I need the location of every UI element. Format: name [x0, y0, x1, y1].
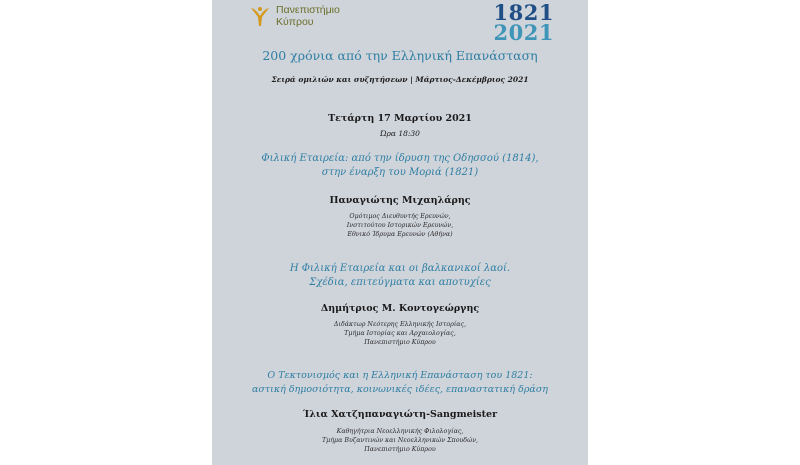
talk-2-affiliation: [212, 320, 588, 347]
talk-3-aff-line1: Καθηγήτρια Νεοελληνικής Φιλολογίας,: [336, 428, 464, 435]
university-logo: [250, 4, 340, 28]
talk-2-title-line2: Σχέδια, επιτεύγματα και αποτυχίες: [309, 277, 491, 288]
talk-3-aff-line2: Τμήμα Βυζαντινών και Νεοελληνικών Σπουδών,: [321, 437, 479, 444]
university-name: [276, 4, 340, 28]
event-date: Τετάρτη 17 Μαρτίου 2021: [328, 113, 472, 124]
talk-2-aff-line2: Τμήμα Ιστορίας και Αρχαιολογίας,: [344, 330, 456, 337]
talk-1-title: [212, 152, 588, 180]
talk-2-aff-line1: Διδάκτωρ Νεότερης Ελληνικής Ιστορίας,: [333, 321, 467, 328]
talk-1-affiliation: [212, 212, 588, 239]
talk-3-affiliation: [212, 427, 588, 454]
talk-1-aff-line1: Ομότιμος Διευθυντής Ερευνών,: [349, 213, 451, 220]
talk-3-title-line1: Ο Τεκτονισμός και η Ελληνική Επανάσταση του 1821:: [267, 370, 533, 381]
talk-3-aff-line3: Πανεπιστήμιο Κύπρου: [364, 446, 436, 453]
university-emblem-icon: [250, 5, 270, 27]
talk-3-title: [212, 369, 588, 397]
talk-2-title: [212, 262, 588, 290]
talk-1-title-line2: στην έναρξη του Μοριά (1821): [321, 167, 479, 178]
talk-2-speaker: Δημήτριος Μ. Κοντογεώργης: [320, 303, 480, 314]
talk-1-aff-line3: Εθνικό Ίδρυμα Ερευνών (Αθήνα): [347, 231, 453, 238]
event-title: 200 χρόνια από την Ελληνική Επανάσταση: [262, 48, 538, 63]
event-series: Σειρά ομιλιών και συζητήσεων | Μάρτιος-Δεκέμβριος 2021: [271, 75, 529, 84]
event-poster: [212, 0, 588, 465]
anniversary-years: [493, 0, 554, 45]
talk-1-title-line1: Φιλική Εταιρεία: από την ίδρυση της Οδησσού (1814),: [261, 153, 539, 164]
university-name-line2: Κύπρου: [276, 16, 314, 28]
talk-3-speaker: Ίλια Χατζηπαναγιώτη-Sangmeister: [302, 409, 498, 420]
university-name-line1: Πανεπιστήμιο: [276, 4, 340, 16]
talk-3-title-line2: αστική δημοσιότητα, κοινωνικές ιδέες, επαναστατική δράση: [252, 384, 548, 395]
event-time: Ώρα 18:30: [380, 129, 420, 138]
talk-1-speaker: Παναγιώτης Μιχαηλάρης: [329, 195, 471, 206]
talk-2-aff-line3: Πανεπιστήμιο Κύπρου: [364, 339, 436, 346]
talk-2-title-line1: Η Φιλική Εταιρεία και οι βαλκανικοί λαοί.: [289, 263, 511, 274]
year-2021: 2021: [493, 20, 554, 45]
talk-1-aff-line2: Ινστιτούτου Ιστορικών Ερευνών,: [346, 222, 454, 229]
year-1821: 1821: [493, 0, 554, 25]
